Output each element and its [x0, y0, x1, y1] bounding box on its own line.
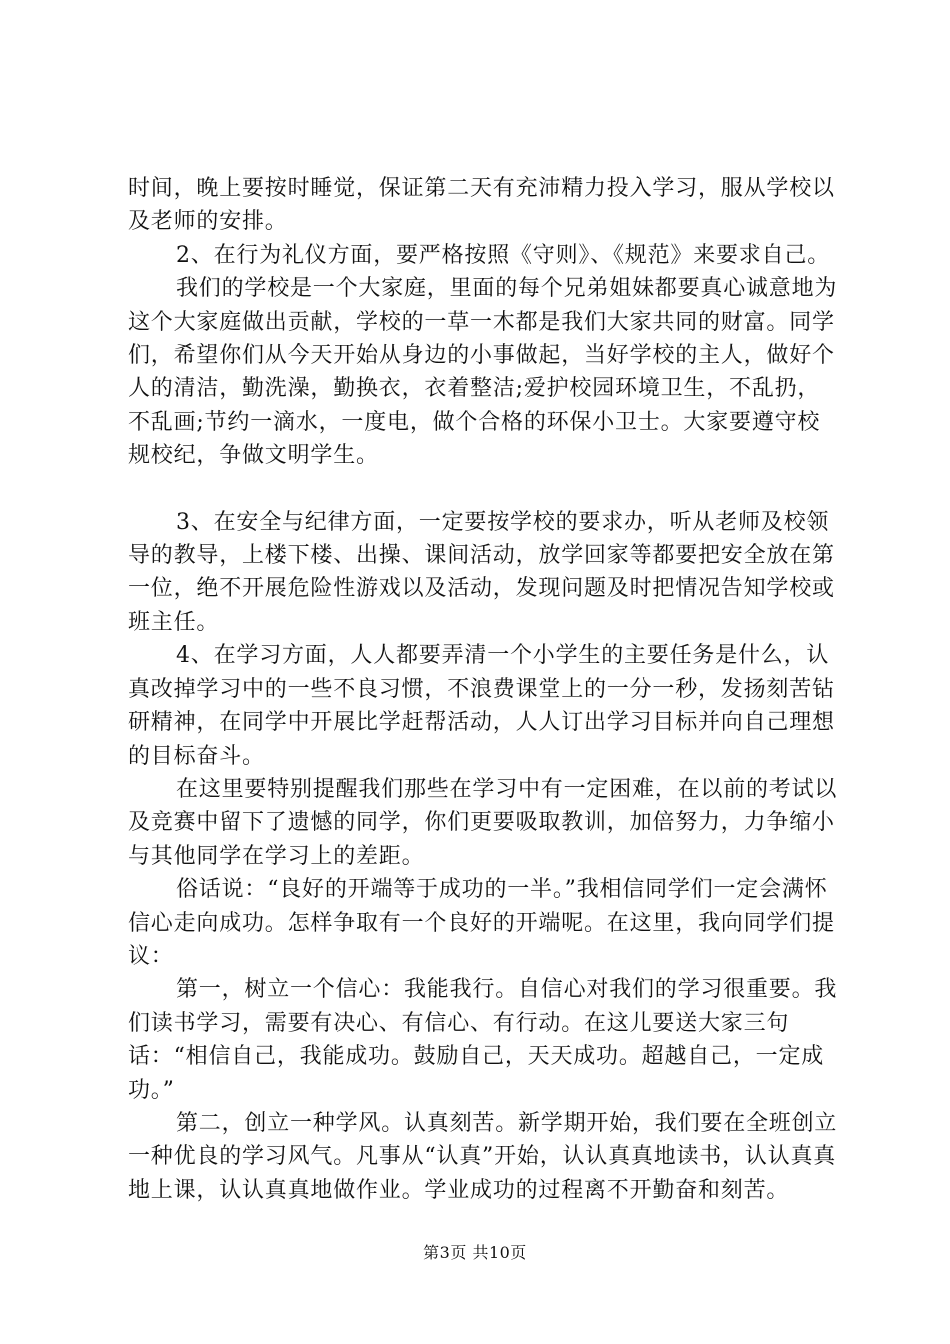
- paragraph-continuation: 时间，晚上要按时睡觉，保证第二天有充沛精力投入学习，服从学校以及老师的安排。: [128, 176, 835, 235]
- document-body: [128, 172, 838, 1207]
- paragraph-study-style: 第二，创立一种学风。认真刻苦。新学期开始，我们要在全班创立一种优良的学习风气。凡事从“认真”开始，认认真真地读书，认认真真地上课，认认真真地做作业。学业成功的过程离不开勤奋和刻苦。: [128, 1110, 838, 1203]
- paragraph-reminder: 在这里要特别提醒我们那些在学习中有一定困难，在以前的考试以及竞赛中留下了遗憾的同学，你们更要吸取教训，加倍努力，力争缩小与其他同学在学习上的差距。: [128, 776, 838, 869]
- paragraph-school-family: 我们的学校是一个大家庭，里面的每个兄弟姐妹都要真心诚意地为这个大家庭做出贡献，学校的一草一木都是我们大家共同的财富。同学们，希望你们从今天开始从身边的小事做起，当好学校的主人，做好个人的清洁，勤洗澡，勤换衣，衣着整洁;爱护校园环境卫生，不乱扔，不乱画;节约一滴水，一度电，做个合格的环保小卫士。大家要遵守校规校纪，争做文明学生。: [128, 276, 838, 469]
- paragraph-study: 4、在学习方面，人人都要弄清一个小学生的主要任务是什么，认真改掉学习中的一些不良习惯，不浪费课堂上的一分一秒，发扬刻苦钻研精神，在同学中开展比学赶帮活动，人人订出学习目标并向自己理想的目标奋斗。: [128, 643, 835, 769]
- paragraph-safety: 3、在安全与纪律方面，一定要按学校的要求办，听从老师及校领导的教导，上楼下楼、出操、课间活动，放学回家等都要把安全放在第一位，绝不开展危险性游戏以及活动，发现问题及时把情况告知学校或班主任。: [128, 509, 835, 635]
- paragraph-confidence: 第一，树立一个信心：我能我行。自信心对我们的学习很重要。我们读书学习，需要有决心、有信心、有行动。在这儿要送大家三句话：“相信自己，我能成功。鼓励自己，天天成功。超越自己，一定成功。”: [128, 977, 838, 1103]
- page-number-footer: 第3页 共10页: [423, 1243, 527, 1262]
- paragraph-proverb: 俗话说：“良好的开端等于成功的一半。”我相信同学们一定会满怀信心走向成功。怎样争取有一个良好的开端呢。在这里，我向同学们提议：: [128, 877, 835, 969]
- paragraph-etiquette: 2、在行为礼仪方面，要严格按照《守则》、《规范》来要求自己。: [176, 242, 830, 268]
